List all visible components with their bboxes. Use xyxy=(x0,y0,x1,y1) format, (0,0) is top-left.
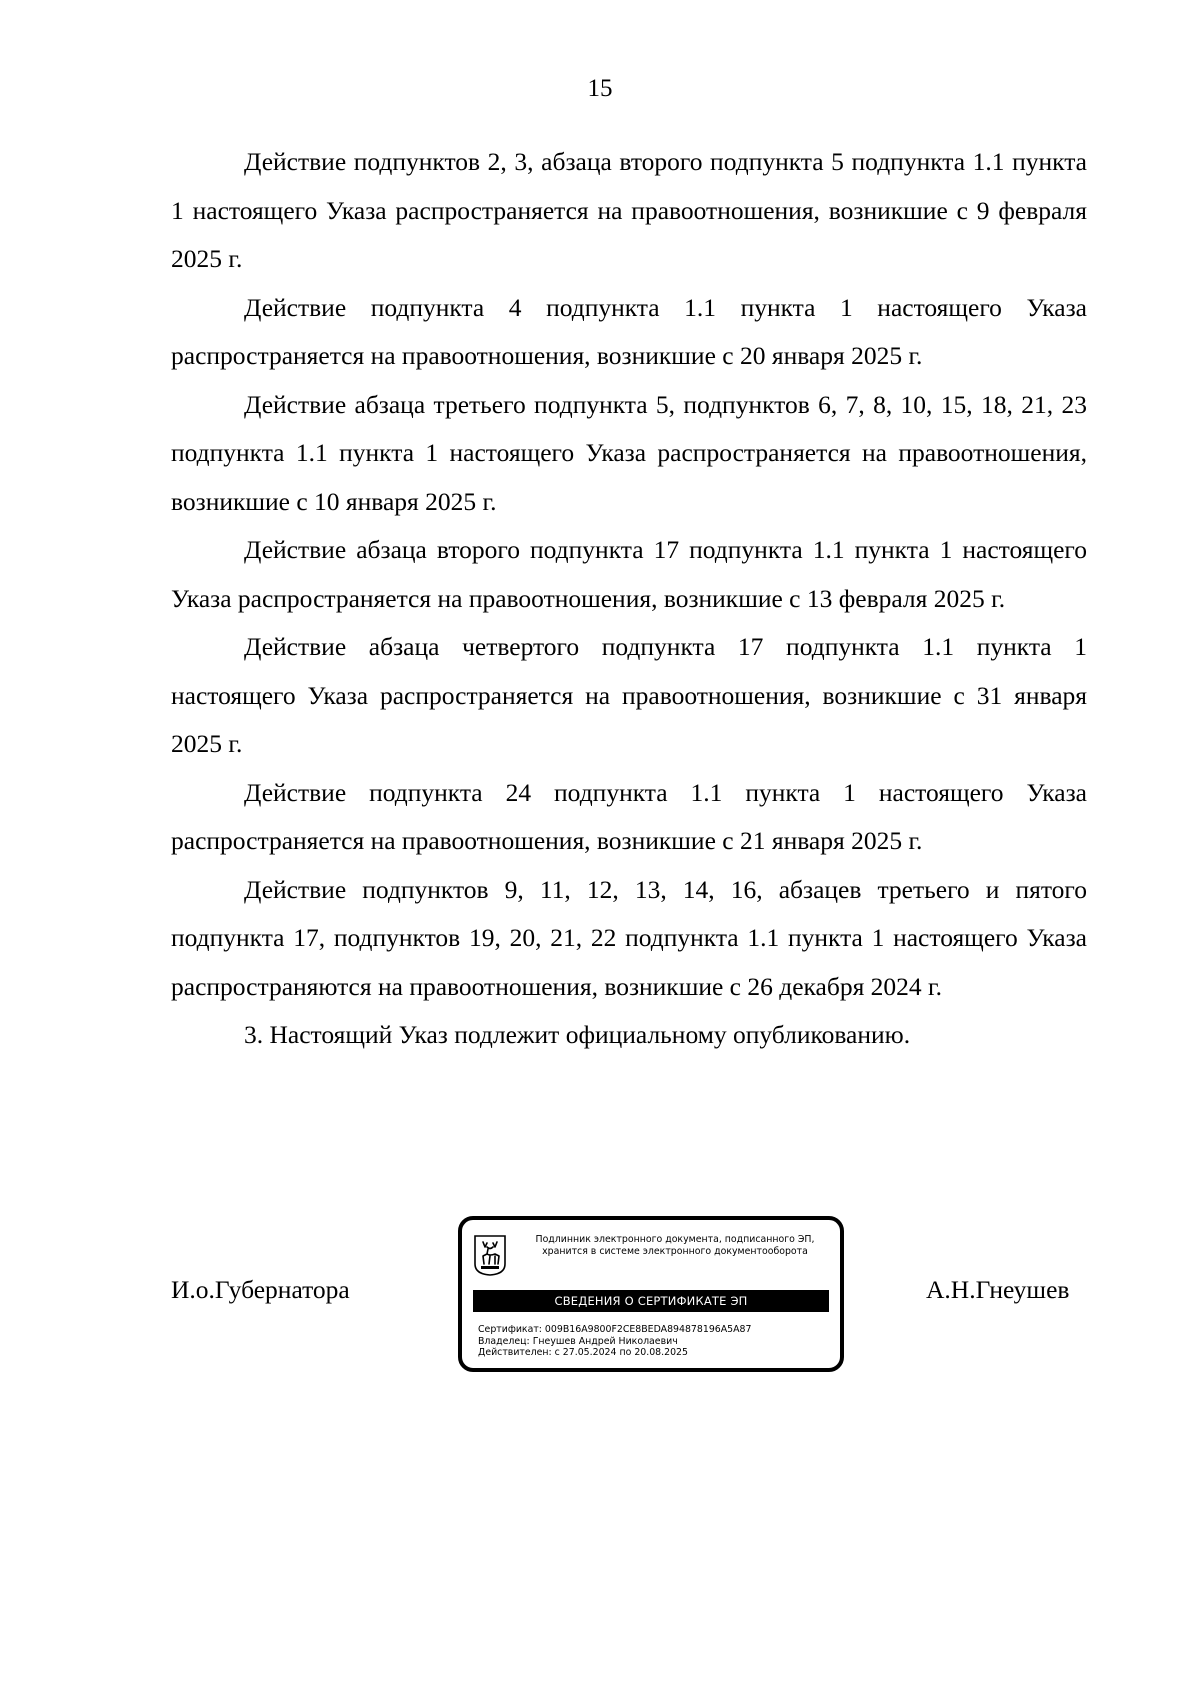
stamp-header-line: хранится в системе электронного документооборота xyxy=(542,1246,808,1257)
signatory-position: И.о.Губернатора xyxy=(171,1275,350,1304)
document-body xyxy=(171,138,1087,1060)
paragraph: Действие абзаца третьего подпункта 5, подпунктов 6, 7, 8, 10, 15, 18, 21, 23 подпункта 1.1 пункта 1 настоящего Указа распространяется на правоотношения, возникшие с 10 января 2025 г. xyxy=(171,389,1087,516)
paragraph: Действие абзаца второго подпункта 17 подпункта 1.1 пункта 1 настоящего Указа распространяется на правоотношения, возникшие с 13 февраля 2025 г. xyxy=(171,535,1087,613)
final-clause: 3. Настоящий Указ подлежит официальному опубликованию. xyxy=(244,1020,911,1049)
certificate-owner: Владелец: Гнеушев Андрей Николаевич xyxy=(478,1335,678,1347)
paragraph: Действие подпункта 24 подпункта 1.1 пункта 1 настоящего Указа распространяется на правоотношения, возникшие с 21 января 2025 г. xyxy=(171,777,1087,855)
stamp-details xyxy=(478,1324,828,1359)
paragraph: Действие подпунктов 9, 11, 12, 13, 14, 16, абзацев третьего и пятого подпункта 17, подпунктов 19, 20, 21, 22 подпункта 1.1 пункта 1 настоящего Указа распространяются на правоотношения, возникшие с 26 декабря 2024 г. xyxy=(171,874,1087,1001)
certificate-number: Сертификат: 009B16A9800F2CE8BEDA894878196A5A87 xyxy=(478,1324,752,1335)
electronic-signature-stamp xyxy=(458,1216,844,1372)
deer-emblem-icon xyxy=(473,1234,507,1276)
stamp-header-line: Подлинник электронного документа, подписанного ЭП, xyxy=(535,1234,815,1245)
stamp-header xyxy=(514,1234,836,1258)
certificate-validity: Действителен: с 27.05.2024 по 20.08.2025 xyxy=(478,1347,688,1358)
page-number: 15 xyxy=(587,75,613,102)
paragraph: Действие абзаца четвертого подпункта 17 подпункта 1.1 пункта 1 настоящего Указа распространяется на правоотношения, возникшие с 31 января 2025 г. xyxy=(171,632,1087,758)
paragraph: Действие подпунктов 2, 3, абзаца второго подпункта 5 подпункта 1.1 пункта 1 настоящего Указа распространяется на правоотношения, возникшие с 9 февраля 2025 г. xyxy=(171,147,1087,273)
stamp-title: СВЕДЕНИЯ О СЕРТИФИКАТЕ ЭП xyxy=(473,1290,829,1312)
signatory-name: А.Н.Гнеушев xyxy=(926,1275,1070,1304)
paragraph: Действие подпункта 4 подпункта 1.1 пункта 1 настоящего Указа распространяется на правоотношения, возникшие с 20 января 2025 г. xyxy=(171,292,1087,370)
